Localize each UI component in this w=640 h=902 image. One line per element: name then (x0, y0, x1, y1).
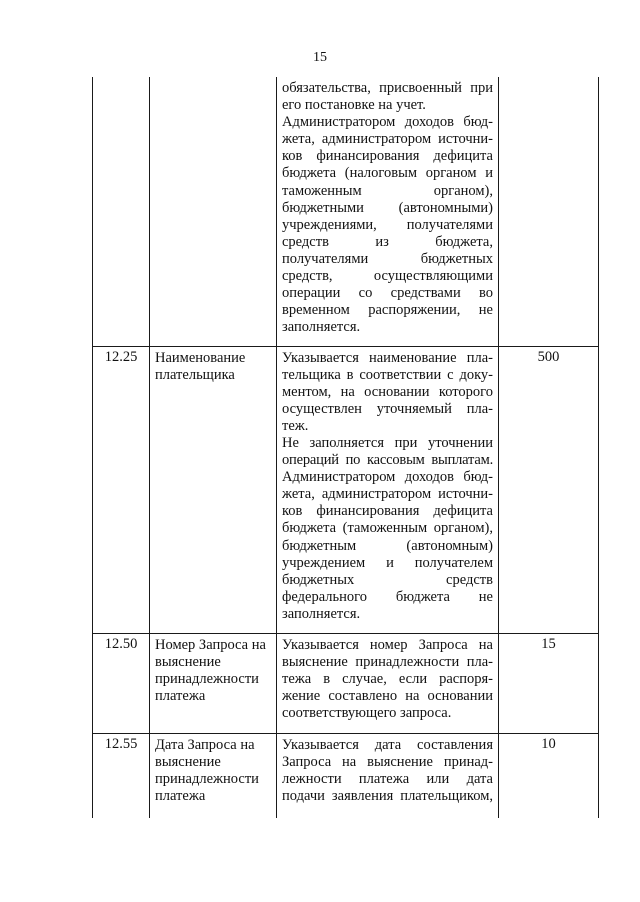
field-description-cell (277, 346, 499, 633)
field-description-cell (277, 77, 499, 346)
description-line: Запроса на выяснение принад- (282, 753, 493, 770)
description-line: Не заполняется при уточнении (282, 434, 493, 451)
description-line: жета, администратором источни- (282, 131, 493, 148)
description-line: тежа в случае, если распоря- (282, 670, 493, 687)
description-line: временном распоряжении, не (282, 302, 493, 319)
table-row (93, 633, 599, 733)
description-line: жета, администратором источни- (282, 486, 493, 503)
field-size-cell (499, 77, 599, 346)
description-line: бюджетных средств (282, 571, 493, 588)
description-line: средств, осуществляющими (282, 268, 493, 285)
description-line: тельщика в соответствии с доку- (282, 366, 493, 383)
field-size-cell: 15 (499, 633, 599, 733)
table-row (93, 346, 599, 633)
description-line: осуществлен уточняемый пла- (282, 400, 493, 417)
field-name-cell (150, 77, 277, 346)
table-row (93, 733, 599, 818)
description-line: лежности платежа или дата (282, 770, 493, 787)
field-code-cell: 12.25 (93, 346, 150, 633)
description-line: жение составлено на основании (282, 687, 493, 704)
name-line: выяснение (155, 753, 221, 770)
description-line: теж. (282, 417, 309, 434)
description-line: ков финансирования дефицита (282, 503, 493, 520)
description-line: федерального бюджета не (282, 588, 493, 605)
description-line: обязательства, присвоенный при (282, 80, 493, 96)
table-row (93, 77, 599, 346)
description-line: заполняется. (282, 319, 361, 336)
name-line: Номер Запроса на (155, 636, 266, 653)
description-line: подачи заявления плательщиком, (282, 787, 493, 804)
name-line: принадлежности (155, 770, 259, 787)
field-name-cell (150, 733, 277, 818)
description-line: бюджетными (автономными) (282, 199, 493, 216)
field-size-cell: 500 (499, 346, 599, 633)
fields-table (92, 77, 599, 818)
description-line: Указывается дата составления (282, 736, 493, 753)
description-line: операций по кассовым выплатам. (282, 452, 493, 469)
name-line: платежа (155, 787, 206, 804)
field-code-cell (93, 77, 150, 346)
name-line: выяснение (155, 653, 221, 670)
name-line: принадлежности (155, 670, 259, 687)
description-line: заполняется. (282, 605, 361, 622)
description-line: средств из бюджета, (282, 233, 493, 250)
name-line: платежа (155, 687, 206, 704)
description-line: таможенным органом), (282, 182, 493, 199)
field-description-cell (277, 733, 499, 818)
description-line: Указывается наименование пла- (282, 349, 493, 366)
description-line: выяснение принадлежности пла- (282, 653, 493, 670)
page-number: 15 (313, 50, 327, 65)
field-name-cell (150, 633, 277, 733)
description-line: Администратором доходов бюд- (282, 114, 493, 131)
description-line: Администратором доходов бюд- (282, 469, 493, 486)
description-line: получателями бюджетных (282, 250, 493, 267)
description-line: ков финансирования дефицита (282, 148, 493, 165)
name-line: Наименование (155, 349, 246, 366)
description-line: соответствующего запроса. (282, 704, 452, 721)
field-code-cell: 12.55 (93, 733, 150, 818)
description-line: учреждениями, получателями (282, 216, 493, 233)
description-line: бюджета (таможенным органом), (282, 520, 493, 537)
description-line: бюджета (налоговым органом и (282, 165, 493, 182)
field-name-cell (150, 346, 277, 633)
description-line: ментом, на основании которого (282, 383, 493, 400)
name-line: плательщика (155, 366, 235, 383)
field-description-cell (277, 633, 499, 733)
description-line: бюджетным (автономным) (282, 537, 493, 554)
description-line: его постановке на учет. (282, 97, 426, 114)
description-line: Указывается номер Запроса на (282, 636, 493, 653)
description-line: учреждением и получателем (282, 554, 493, 571)
field-size-cell: 10 (499, 733, 599, 818)
description-line: операции со средствами во (282, 285, 493, 302)
name-line: Дата Запроса на (155, 736, 255, 753)
field-code-cell: 12.50 (93, 633, 150, 733)
